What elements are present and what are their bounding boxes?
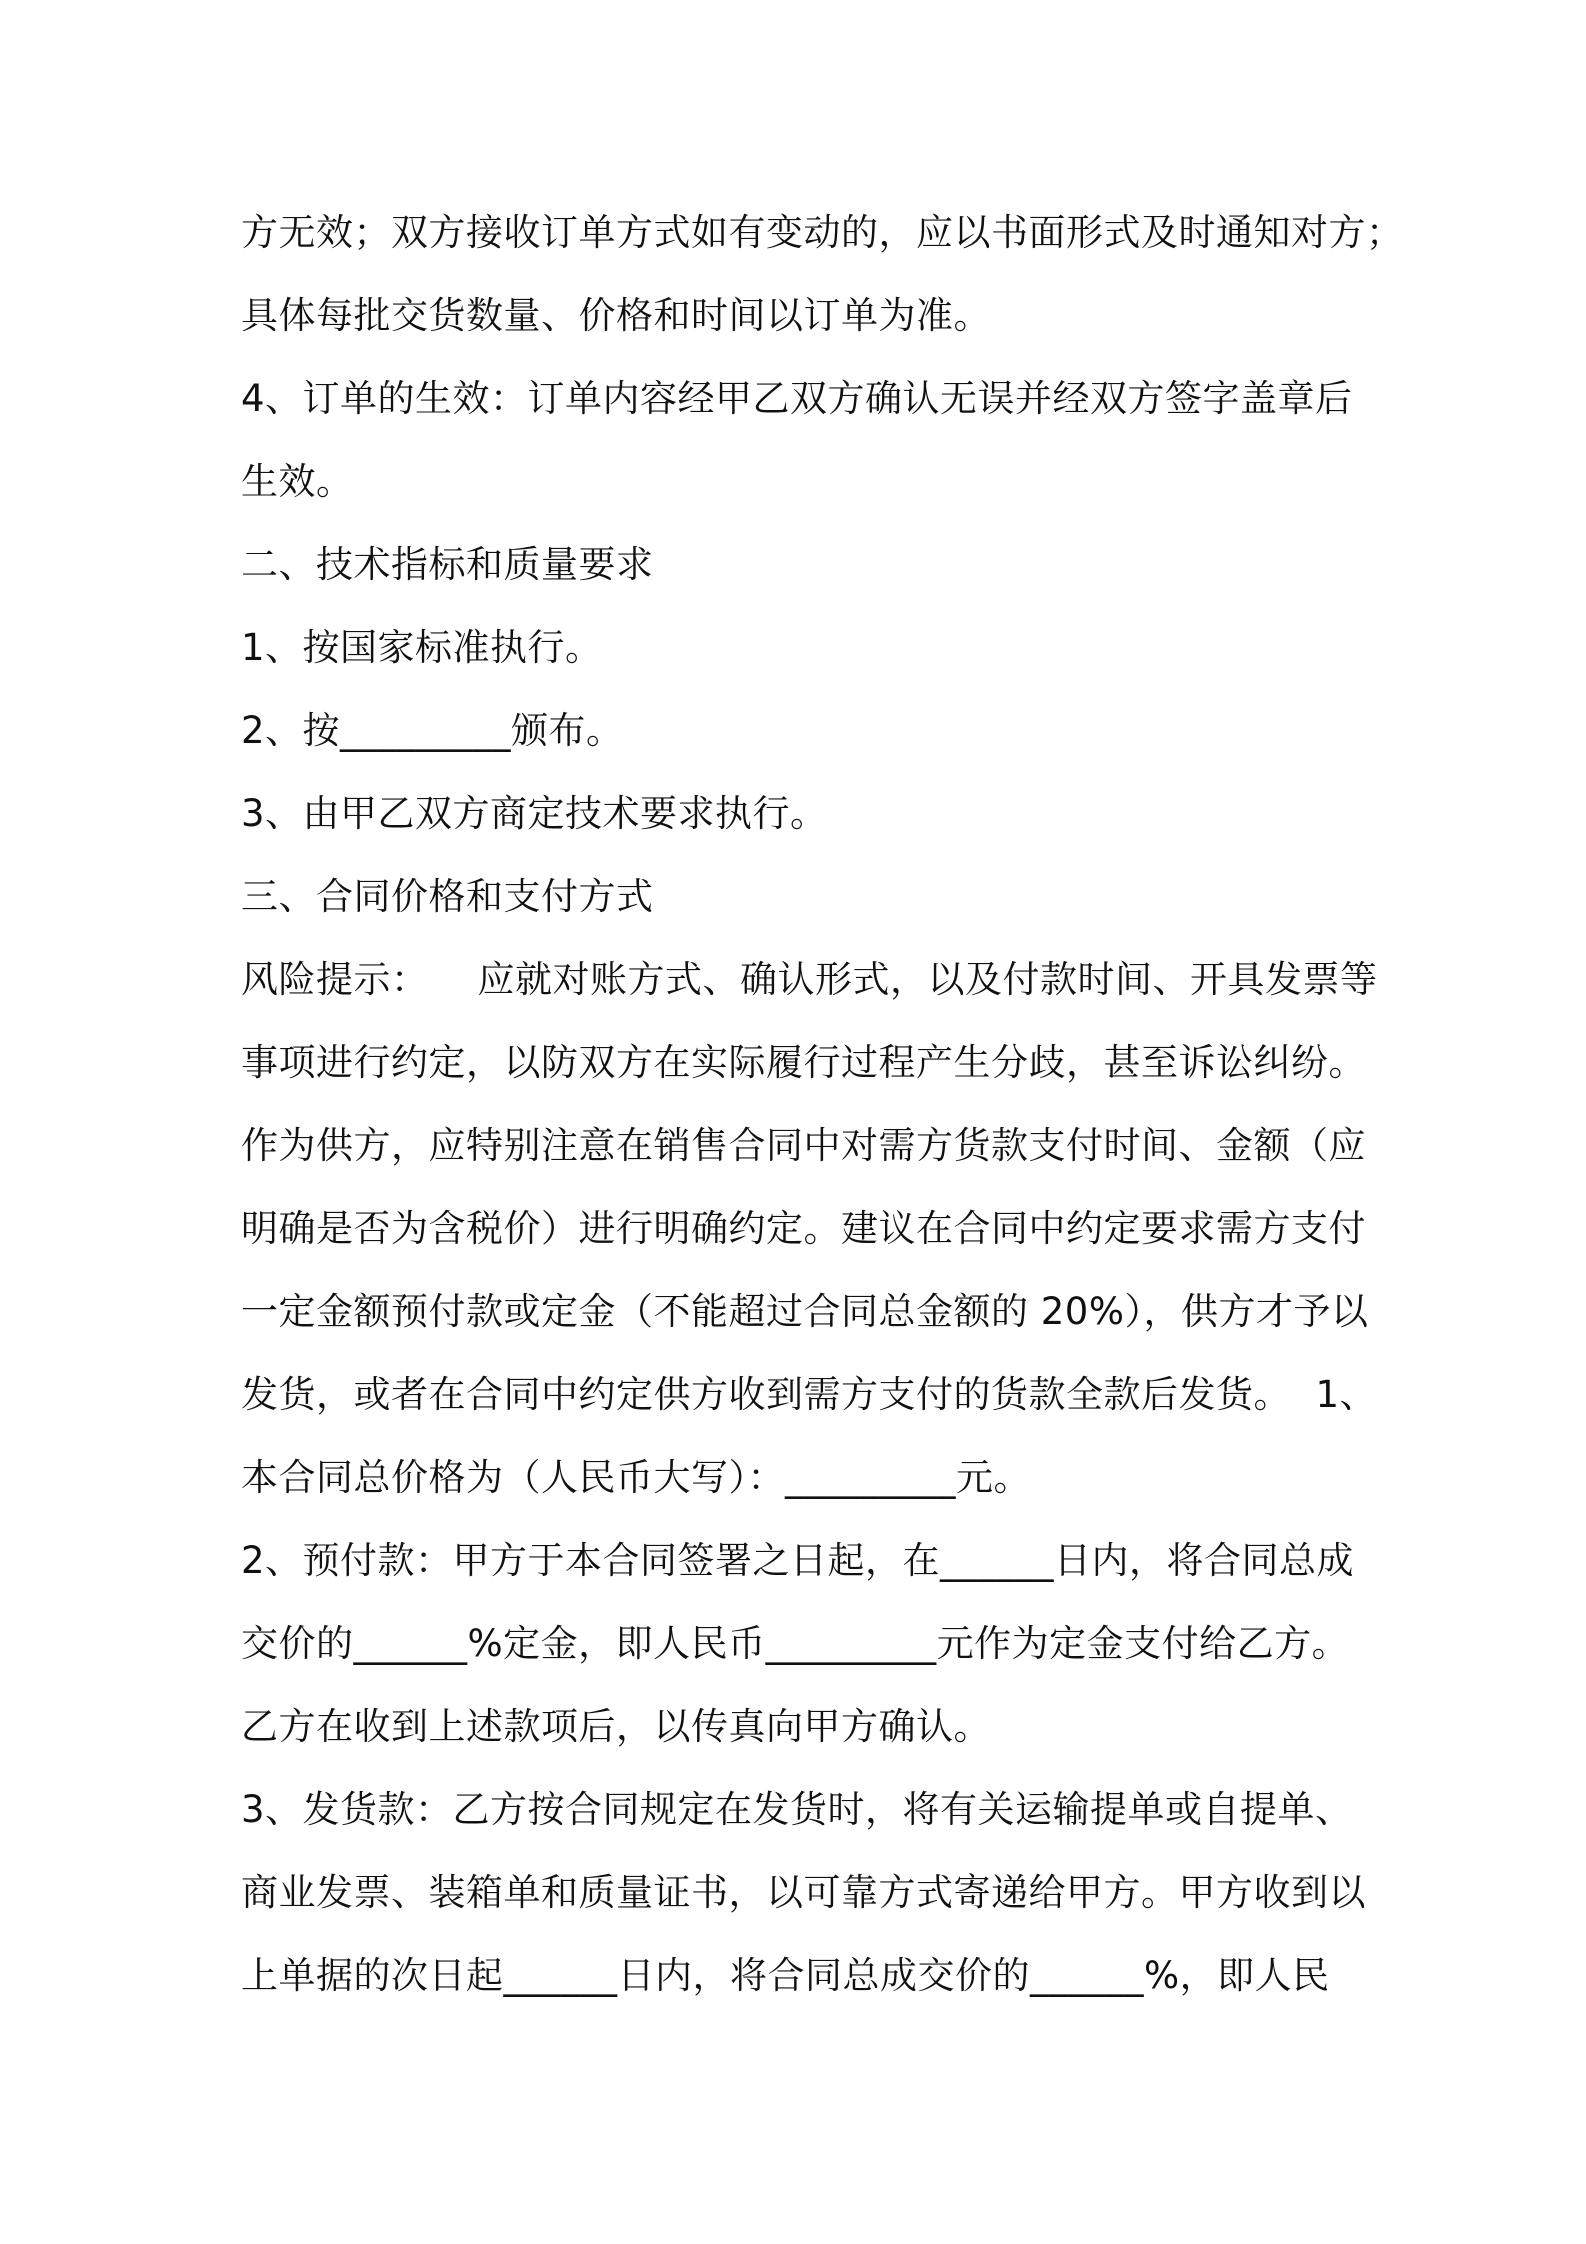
text-line-16: 本合同总价格为（人民币大写）：_________元。 <box>241 1456 1031 1499</box>
text-line-21: 商业发票、装箱单和质量证书，以可靠方式寄递给甲方。甲方收到以 <box>241 1871 1366 1914</box>
text-line-22: 上单据的次日起______日内，将合同总成交价的______%，即人民 <box>241 1954 1330 1997</box>
risk-notice-line-4: 明确是否为含税价）进行明确约定。建议在合同中约定要求需方支付 <box>241 1207 1366 1250</box>
text-line-2: 具体每批交货数量、价格和时间以订单为准。 <box>241 294 991 337</box>
text-line-20: 3、发货款：乙方按合同规定在发货时，将有关运输提单或自提单、 <box>241 1788 1353 1831</box>
risk-notice-line-1: 风险提示： 应就对账方式、确认形式，以及付款时间、开具发票等 <box>241 958 1378 1001</box>
text-line-3: 4、订单的生效：订单内容经甲乙双方确认无误并经双方签字盖章后 <box>241 377 1353 420</box>
text-line-6: 1、按国家标准执行。 <box>241 626 603 669</box>
risk-notice-line-5: 一定金额预付款或定金（不能超过合同总金额的 20%），供方才予以 <box>241 1290 1369 1333</box>
text-line-7: 2、按_________颁布。 <box>241 709 624 752</box>
text-line-8: 3、由甲乙双方商定技术要求执行。 <box>241 792 828 835</box>
section-heading-3: 三、合同价格和支付方式 <box>241 875 654 918</box>
text-line-4: 生效。 <box>241 460 354 503</box>
text-line-19: 乙方在收到上述款项后，以传真向甲方确认。 <box>241 1705 991 1748</box>
text-line-17: 2、预付款：甲方于本合同签署之日起，在______日内，将合同总成 <box>241 1539 1355 1582</box>
risk-notice-line-2: 事项进行约定，以防双方在实际履行过程产生分歧，甚至诉讼纠纷。 <box>241 1041 1366 1084</box>
text-line-1: 方无效；双方接收订单方式如有变动的，应以书面形式及时通知对方； <box>241 211 1404 254</box>
text-line-18: 交价的______%定金，即人民币_________元作为定金支付给乙方。 <box>241 1622 1350 1665</box>
risk-notice-line-3: 作为供方，应特别注意在销售合同中对需方货款支付时间、金额（应 <box>241 1124 1366 1167</box>
section-heading-2: 二、技术指标和质量要求 <box>241 543 654 586</box>
risk-notice-line-6: 发货，或者在合同中约定供方收到需方支付的货款全款后发货。 1、 <box>241 1373 1378 1416</box>
